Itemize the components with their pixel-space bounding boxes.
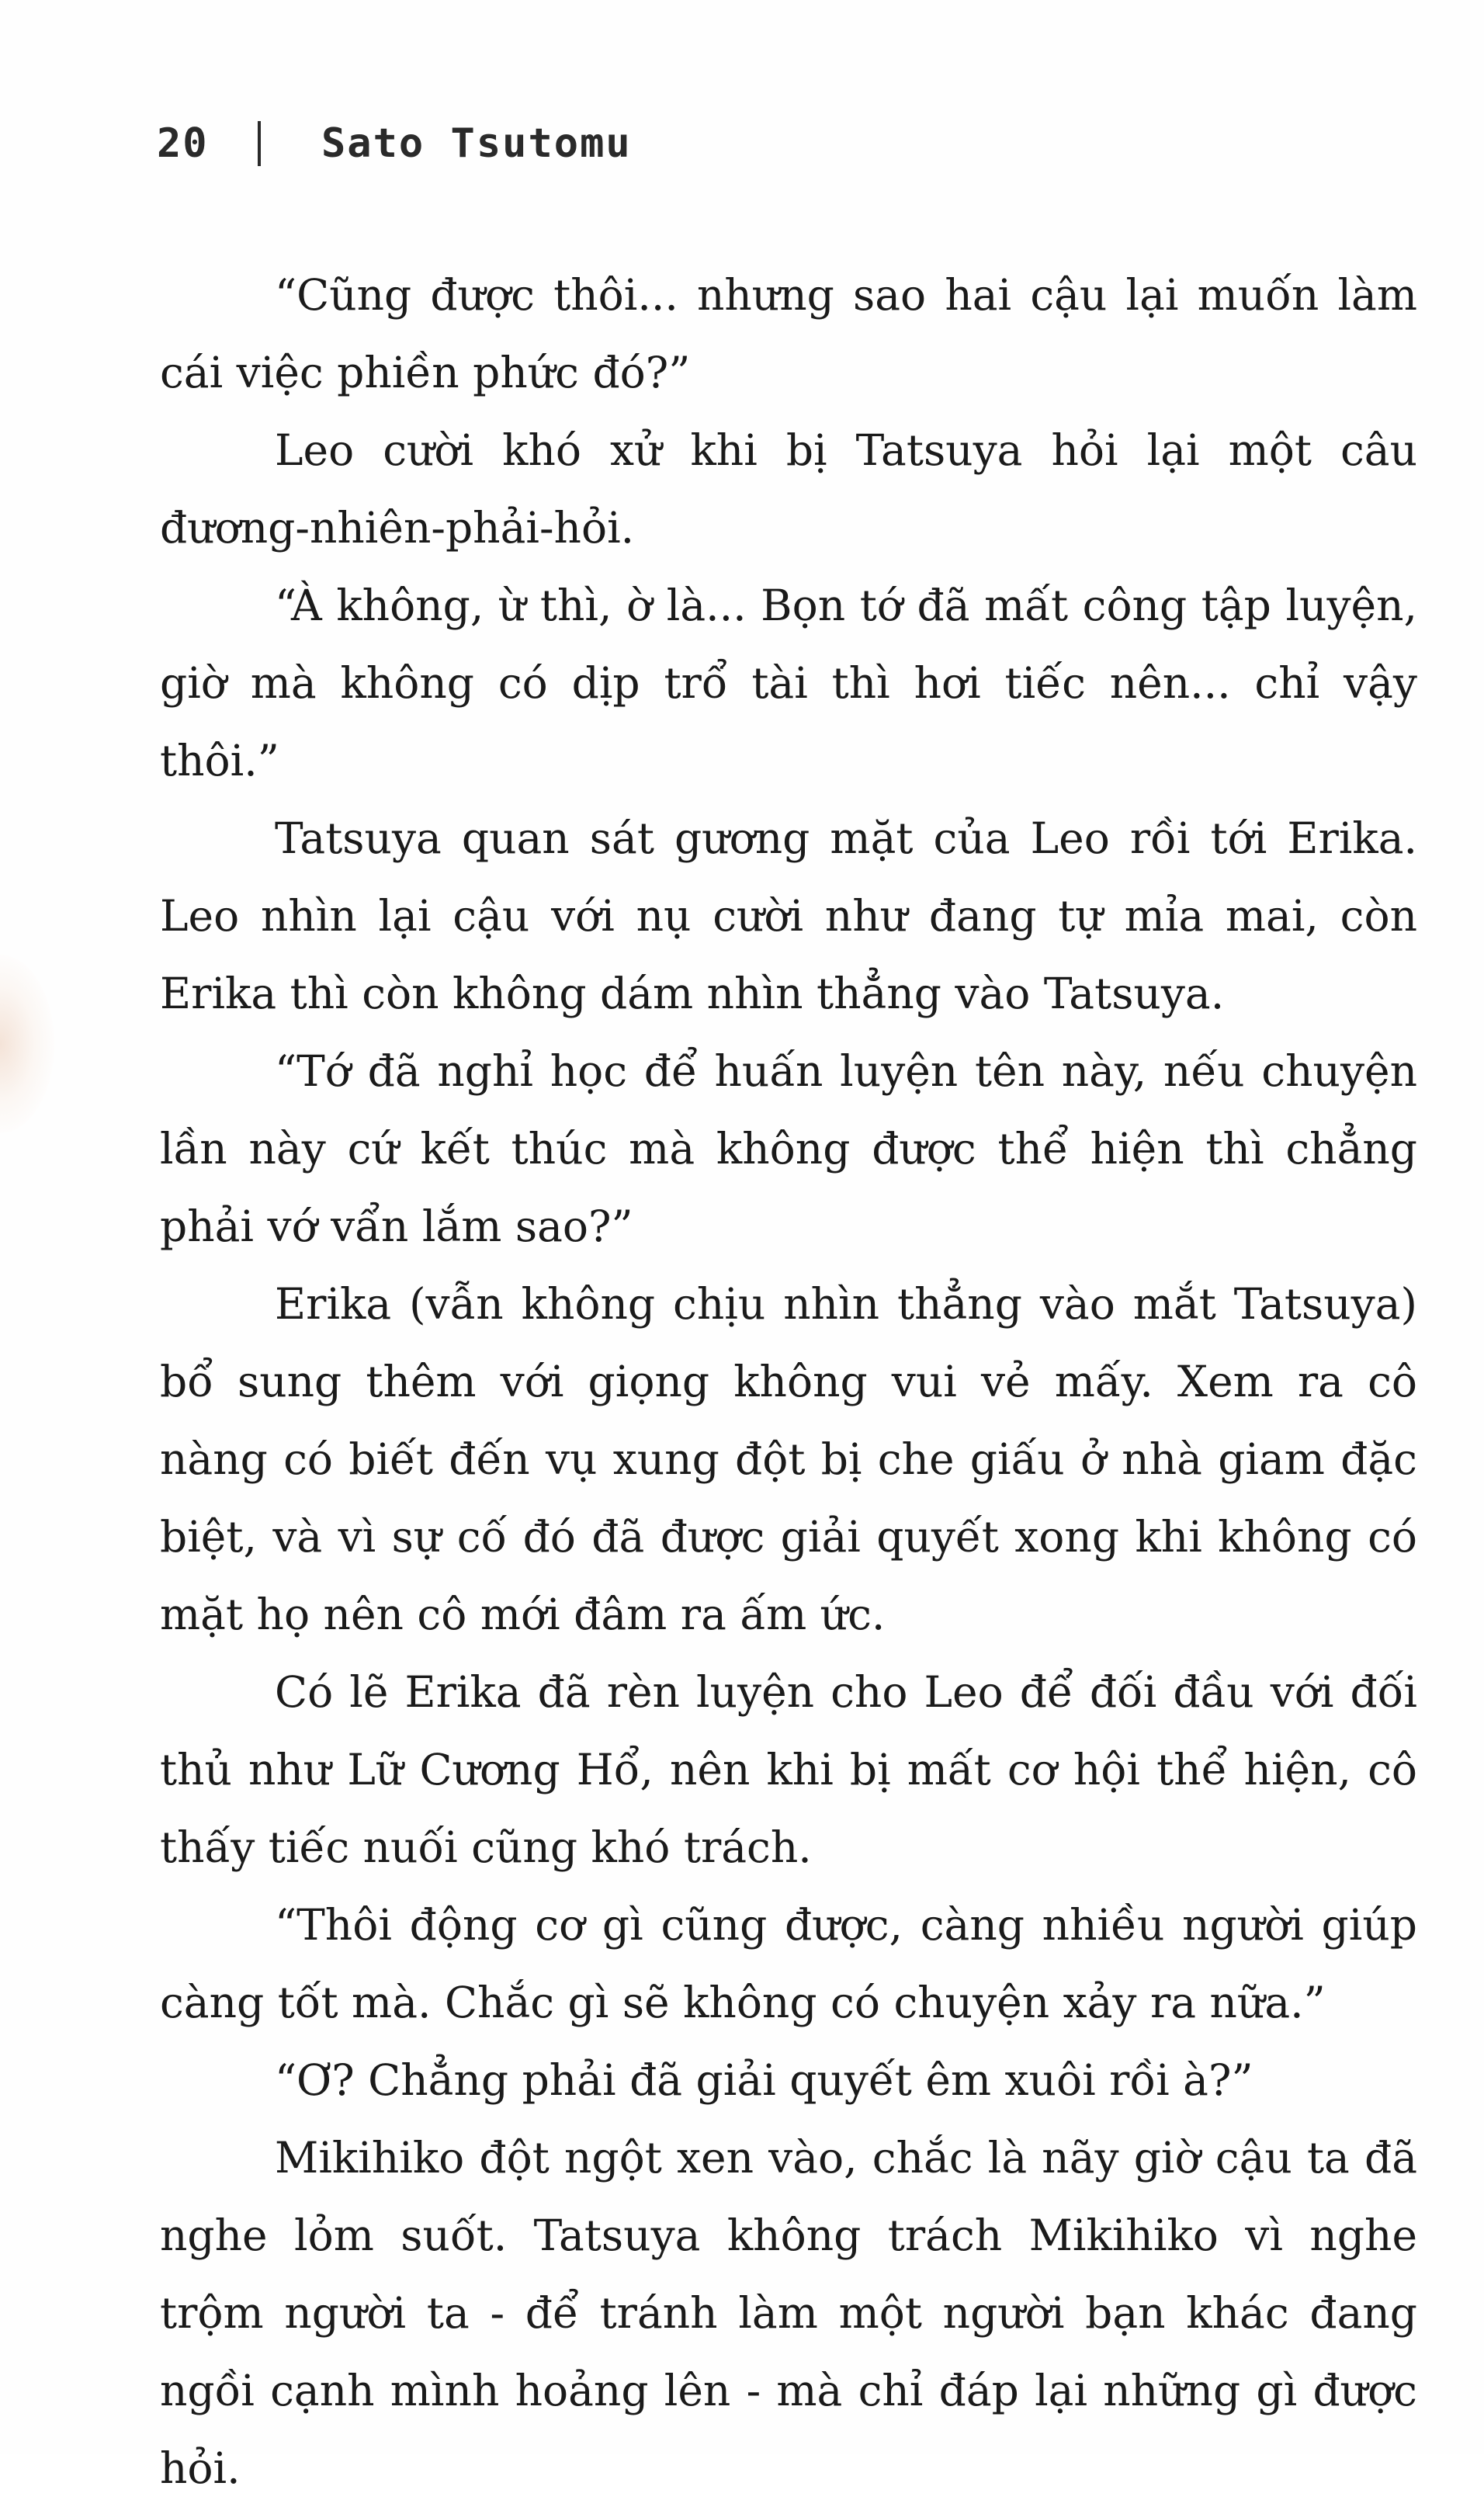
- author-name: Sato Tsutomu: [321, 120, 632, 167]
- paragraph: “Thôi động cơ gì cũng được, càng nhiều người giúp càng tốt mà. Chắc gì sẽ không có chuyện xảy ra nữa.”: [160, 1900, 1417, 2027]
- paragraph: Leo cười khó xử khi bị Tatsuya hỏi lại một câu đương-nhiên-phải-hỏi.: [160, 425, 1417, 553]
- running-header: [157, 109, 632, 179]
- body-text: [160, 256, 1417, 2507]
- page-number: 20: [157, 120, 209, 167]
- paragraph: Có lẽ Erika đã rèn luyện cho Leo để đối đầu với đối thủ như Lữ Cương Hổ, nên khi bị mất cơ hội thể hiện, cô thấy tiếc nuối cũng khó trách.: [160, 1667, 1417, 1872]
- paragraph: “Cũng được thôi... nhưng sao hai cậu lại muốn làm cái việc phiền phức đó?”: [160, 270, 1417, 397]
- paragraph: Erika (vẫn không chịu nhìn thẳng vào mắt Tatsuya) bổ sung thêm với giọng không vui vẻ mấy. Xem ra cô nàng có biết đến vụ xung đột bị che giấu ở nhà giam đặc biệt, và vì sự cố đó đã được giải quyết xong khi không có mặt họ nên cô mới đâm ra ấm ức.: [160, 1279, 1417, 1639]
- paragraph: “Ơ? Chẳng phải đã giải quyết êm xuôi rồi à?”: [275, 2055, 1253, 2105]
- paragraph: Mikihiko đột ngột xen vào, chắc là nãy giờ cậu ta đã nghe lỏm suốt. Tatsuya không trách Mikihiko vì nghe trộm người ta - để tránh làm một người bạn khác đang ngồi cạnh mình hoảng lên - mà chỉ đáp lại những gì được hỏi.: [160, 2133, 1417, 2493]
- paragraph: Tatsuya quan sát gương mặt của Leo rồi tới Erika. Leo nhìn lại cậu với nụ cười như đang tự mỉa mai, còn Erika thì còn không dám nhìn thẳng vào Tatsuya.: [160, 813, 1417, 1018]
- page-edge-smudge: [0, 955, 54, 1133]
- header-divider: [258, 121, 261, 166]
- paragraph: “Tớ đã nghỉ học để huấn luyện tên này, nếu chuyện lần này cứ kết thúc mà không được thể hiện thì chẳng phải vớ vẩn lắm sao?”: [160, 1046, 1417, 1251]
- paragraph: “À không, ừ thì, ờ là... Bọn tớ đã mất công tập luyện, giờ mà không có dịp trổ tài thì hơi tiếc nên... chỉ vậy thôi.”: [160, 581, 1417, 785]
